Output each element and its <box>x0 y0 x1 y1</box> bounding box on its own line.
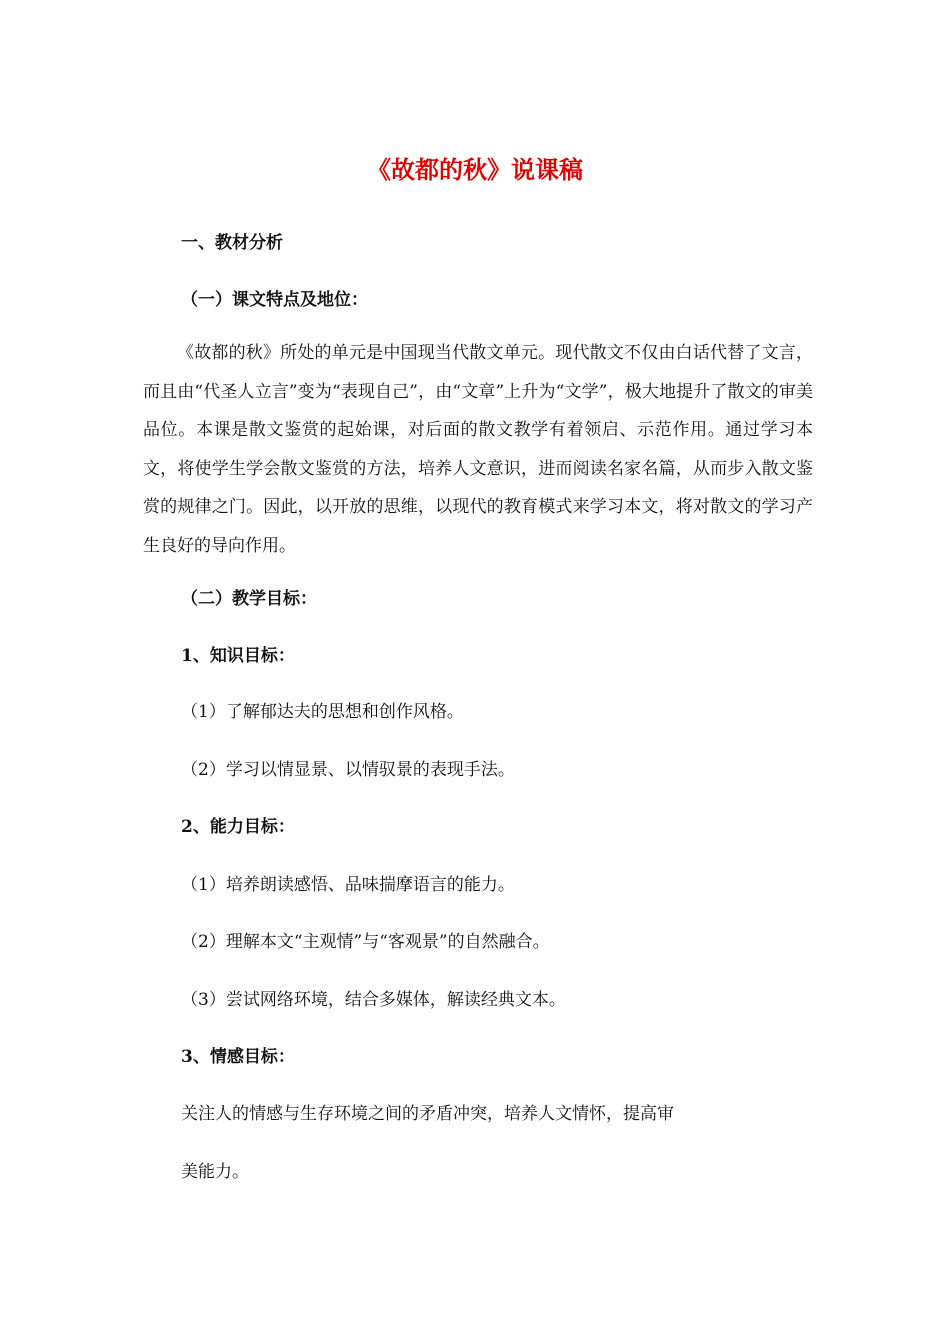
paragraph-text-features: 《故都的秋》所处的单元是中国现当代散文单元。现代散文不仅由白话代替了文言，而且由“代圣人立言”变为“表现自己”，由“文章”上升为“文学”，极大地提升了散文的审美品位。本课是散文鉴赏的起始课，对后面的散文教学有着领启、示范作用。通过学习本文，将使学生学会散文鉴赏的方法，培养人文意识，进而阅读名家名篇，从而步入散文鉴赏的规律之门。因此，以开放的思维，以现代的教育模式来学习本文，将对散文的学习产生良好的导向作用。 <box>143 343 813 556</box>
knowledge-goal-item: （1）了解郁达夫的思想和创作风格。 <box>181 702 464 722</box>
section-heading-textbook-analysis: 一、教材分析 <box>181 233 283 253</box>
ability-goal-item: （3）尝试网络环境，结合多媒体，解读经典文本。 <box>181 990 566 1010</box>
emotion-goal-text: 关注人的情感与生存环境之间的矛盾冲突，培养人文情怀，提高审 <box>181 1104 674 1124</box>
ability-goal-item: （2）理解本文“主观情”与“客观景”的自然融合。 <box>181 932 550 952</box>
knowledge-goal-item: （2）学习以情显景、以情驭景的表现手法。 <box>181 760 515 780</box>
ability-goal-item: （1）培养朗读感悟、品味揣摩语言的能力。 <box>181 875 515 895</box>
subheading-teaching-goals: （二）教学目标： <box>181 589 317 609</box>
emotion-goal-text-continued: 美能力。 <box>181 1162 249 1182</box>
document-title: 《故都的秋》说课稿 <box>367 155 583 184</box>
heading-emotion-goals: 3、情感目标： <box>181 1047 295 1067</box>
heading-knowledge-goals: 1、知识目标： <box>181 646 295 666</box>
heading-ability-goals: 2、能力目标： <box>181 817 295 837</box>
subheading-text-features: （一）课文特点及地位： <box>181 290 368 310</box>
